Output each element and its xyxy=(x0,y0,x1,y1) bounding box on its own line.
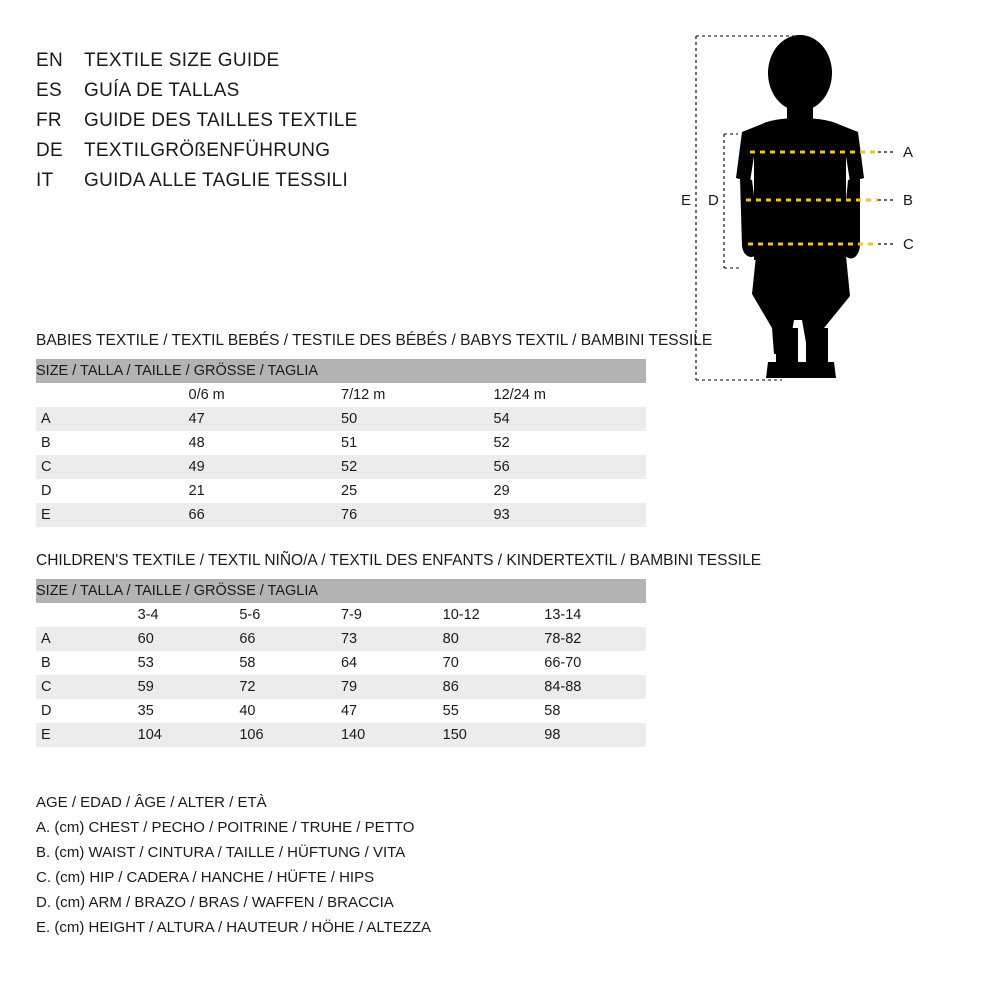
row-label: A xyxy=(36,407,189,431)
language-row xyxy=(36,110,656,140)
language-row xyxy=(36,140,656,170)
table-cell: 47 xyxy=(189,407,342,431)
table-cell: 50 xyxy=(341,407,494,431)
table-column-row xyxy=(36,383,646,407)
table-cell: 52 xyxy=(494,431,647,455)
table-row xyxy=(36,479,646,503)
legend-line: C. (cm) HIP / CADERA / HANCHE / HÜFTE / HIPS xyxy=(36,869,375,886)
row-label: D xyxy=(36,479,189,503)
table-row xyxy=(36,723,646,747)
table-cell: 78-82 xyxy=(544,627,646,651)
language-code: FR xyxy=(36,110,62,131)
table-cell: 29 xyxy=(494,479,647,503)
table-cell: 66 xyxy=(189,503,342,527)
column-header: 7-9 xyxy=(341,603,443,627)
table-cell: 98 xyxy=(544,723,646,747)
table-cell: 140 xyxy=(341,723,443,747)
language-text: GUIDE DES TAILLES TEXTILE xyxy=(84,110,358,131)
children-section-title: CHILDREN'S TEXTILE / TEXTIL NIÑO/A / TEXTIL DES ENFANTS / KINDERTEXTIL / BAMBINI TESSILE xyxy=(36,552,762,569)
legend-line: B. (cm) WAIST / CINTURA / TAILLE / HÜFTUNG / VITA xyxy=(36,844,406,861)
figure-label-c: C xyxy=(903,236,914,253)
babies-section xyxy=(36,332,713,527)
row-label: A xyxy=(36,627,138,651)
table-cell: 55 xyxy=(443,699,545,723)
column-header: 12/24 m xyxy=(494,383,647,407)
table-cell: 60 xyxy=(138,627,240,651)
table-row xyxy=(36,455,646,479)
table-cell: 79 xyxy=(341,675,443,699)
babies-section-title: BABIES TEXTILE / TEXTIL BEBÉS / TESTILE DES BÉBÉS / BABYS TEXTIL / BAMBINI TESSILE xyxy=(36,332,713,349)
child-silhouette-icon xyxy=(682,28,982,408)
table-cell: 84-88 xyxy=(544,675,646,699)
row-label: C xyxy=(36,675,138,699)
table-cell: 58 xyxy=(544,699,646,723)
table-cell: 66-70 xyxy=(544,651,646,675)
language-text: GUIDA ALLE TAGLIE TESSILI xyxy=(84,170,349,191)
table-cell: 51 xyxy=(341,431,494,455)
language-code: EN xyxy=(36,50,63,71)
figure-label-e: E xyxy=(681,192,692,209)
table-cell: 54 xyxy=(494,407,647,431)
table-cell: 58 xyxy=(239,651,341,675)
legend-line: D. (cm) ARM / BRAZO / BRAS / WAFFEN / BRACCIA xyxy=(36,894,394,911)
column-header: 0/6 m xyxy=(189,383,342,407)
table-cell: 106 xyxy=(239,723,341,747)
column-header: 10-12 xyxy=(443,603,545,627)
row-label: E xyxy=(36,503,189,527)
column-header: 3-4 xyxy=(138,603,240,627)
table-cell: 21 xyxy=(189,479,342,503)
table-cell: 70 xyxy=(443,651,545,675)
row-label: C xyxy=(36,455,189,479)
figure-label-b: B xyxy=(903,192,914,209)
table-cell: 49 xyxy=(189,455,342,479)
table-cell: 66 xyxy=(239,627,341,651)
table-cell: 40 xyxy=(239,699,341,723)
babies-table-header: SIZE / TALLA / TAILLE / GRÖSSE / TAGLIA xyxy=(36,359,646,383)
table-cell: 76 xyxy=(341,503,494,527)
table-row xyxy=(36,675,646,699)
legend-line: AGE / EDAD / ÂGE / ALTER / ETÀ xyxy=(36,794,267,811)
table-row xyxy=(36,431,646,455)
figure-label-a: A xyxy=(903,144,914,161)
column-header: 7/12 m xyxy=(341,383,494,407)
row-label: B xyxy=(36,651,138,675)
babies-size-table xyxy=(36,359,646,527)
table-row xyxy=(36,627,646,651)
table-cell: 86 xyxy=(443,675,545,699)
column-corner xyxy=(36,383,189,407)
row-label: D xyxy=(36,699,138,723)
table-cell: 64 xyxy=(341,651,443,675)
language-title-block xyxy=(36,50,656,200)
table-cell: 93 xyxy=(494,503,647,527)
table-cell: 53 xyxy=(138,651,240,675)
language-row xyxy=(36,80,656,110)
table-column-row xyxy=(36,603,646,627)
table-cell: 72 xyxy=(239,675,341,699)
children-table-header: SIZE / TALLA / TAILLE / GRÖSSE / TAGLIA xyxy=(36,579,646,603)
children-size-table xyxy=(36,579,646,747)
table-row xyxy=(36,407,646,431)
language-text: TEXTILE SIZE GUIDE xyxy=(84,50,280,71)
table-header-row xyxy=(36,359,646,383)
legend-line: A. (cm) CHEST / PECHO / POITRINE / TRUHE / PETTO xyxy=(36,819,415,836)
language-code: ES xyxy=(36,80,62,101)
measurement-figure xyxy=(682,28,982,408)
table-header-row xyxy=(36,579,646,603)
table-cell: 59 xyxy=(138,675,240,699)
column-header: 5-6 xyxy=(239,603,341,627)
column-header: 13-14 xyxy=(544,603,646,627)
language-code: DE xyxy=(36,140,63,161)
table-cell: 52 xyxy=(341,455,494,479)
language-code: IT xyxy=(36,170,54,191)
children-section xyxy=(36,552,762,747)
table-row xyxy=(36,651,646,675)
figure-label-d: D xyxy=(708,192,719,209)
table-cell: 48 xyxy=(189,431,342,455)
table-cell: 25 xyxy=(341,479,494,503)
language-text: TEXTILGRÖßENFÜHRUNG xyxy=(84,140,331,161)
measurement-legend xyxy=(36,790,736,940)
table-row xyxy=(36,503,646,527)
row-label: B xyxy=(36,431,189,455)
legend-line: E. (cm) HEIGHT / ALTURA / HAUTEUR / HÖHE / ALTEZZA xyxy=(36,919,432,936)
column-corner xyxy=(36,603,138,627)
table-cell: 104 xyxy=(138,723,240,747)
table-cell: 73 xyxy=(341,627,443,651)
row-label: E xyxy=(36,723,138,747)
language-row xyxy=(36,170,656,200)
language-row xyxy=(36,50,656,80)
table-cell: 80 xyxy=(443,627,545,651)
language-text: GUÍA DE TALLAS xyxy=(84,80,240,101)
table-cell: 56 xyxy=(494,455,647,479)
table-row xyxy=(36,699,646,723)
table-cell: 47 xyxy=(341,699,443,723)
table-cell: 35 xyxy=(138,699,240,723)
table-cell: 150 xyxy=(443,723,545,747)
